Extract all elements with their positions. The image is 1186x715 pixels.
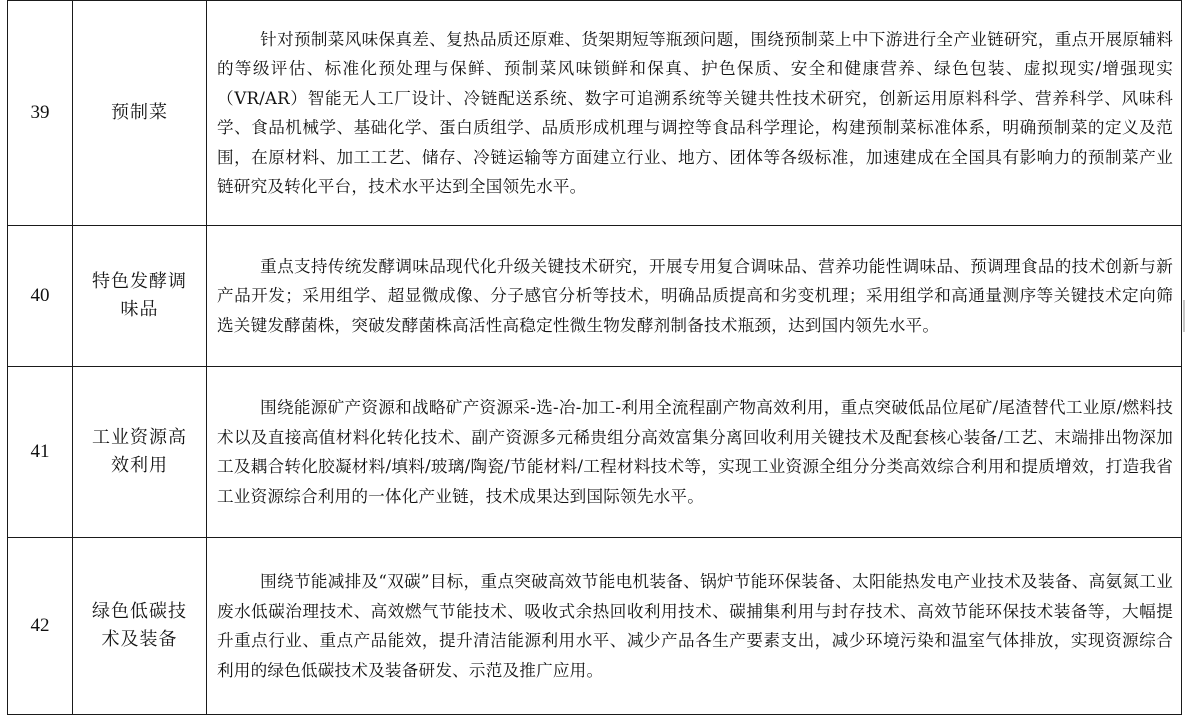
row-name: 特色发酵调味品 bbox=[92, 271, 187, 320]
row-number: 41 bbox=[8, 367, 73, 538]
document-table bbox=[7, 0, 1182, 715]
row-number: 39 bbox=[8, 1, 73, 226]
row-description: 重点支持传统发酵调味品现代化升级关键技术研究，开展专用复合调味品、营养功能性调味品、预调理食品的技术创新与新产品开发；采用组学、超显微成像、分子感官分析等技术，明确品质提高和劣变机理；采用组学和高通量测序等关键技术定向筛选关键发酵菌株，突破发酵菌株高活性高稳定性微生物发酵剂制备技术瓶颈，达到国内领先水平。 bbox=[207, 226, 1182, 367]
row-description: 围绕节能减排及“双碳”目标，重点突破高效节能电机装备、锅炉节能环保装备、太阳能热发电产业技术及装备、高氨氮工业废水低碳治理技术、高效燃气节能技术、吸收式余热回收利用技术、碳捕集利用与封存技术、高效节能环保技术装备等，大幅提升重点行业、重点产品能效，提升清洁能源利用水平、减少产品各生产要素支出，减少环境污染和温室气体排放，实现资源综合利用的绿色低碳技术及装备研发、示范及推广应用。 bbox=[207, 538, 1182, 715]
row-description: 围绕能源矿产资源和战略矿产资源采-选-冶-加工-利用全流程副产物高效利用，重点突破低品位尾矿/尾渣替代工业原/燃料技术以及直接高值材料化转化技术、副产资源多元稀贵组分高效富集分离回收利用关键技术及配套核心装备/工艺、末端排出物深加工及耦合转化胶凝材料/填料/玻璃/陶瓷/节能材料/工程材料技术等，实现工业资源全组分分类高效综合利用和提质增效，打造我省工业资源综合利用的一体化产业链，技术成果达到国际领先水平。 bbox=[207, 367, 1182, 538]
row-name-cell bbox=[73, 538, 207, 715]
row-number: 42 bbox=[8, 538, 73, 715]
row-description: 针对预制菜风味保真差、复热品质还原难、货架期短等瓶颈问题，围绕预制菜上中下游进行全产业链研究，重点开展原辅料的等级评估、标准化预处理与保鲜、预制菜风味锁鲜和保真、护色保质、安全和健康营养、绿色包装、虚拟现实/增强现实（VR/AR）智能无人工厂设计、冷链配送系统、数字可追溯系统等关键共性技术研究，创新运用原料科学、营养科学、风味科学、食品机械学、基础化学、蛋白质组学、品质形成机理与调控等食品科学理论，构建预制菜标准体系，明确预制菜的定义及范围，在原材料、加工工艺、储存、冷链运输等方面建立行业、地方、团体等各级标准，加速建成在全国具有影响力的预制菜产业链研究及转化平台，技术水平达到全国领先水平。 bbox=[207, 1, 1182, 226]
table-row bbox=[8, 367, 1182, 538]
row-number: 40 bbox=[8, 226, 73, 367]
table-row bbox=[8, 226, 1182, 367]
page-edge-mark bbox=[1183, 300, 1185, 332]
row-name: 绿色低碳技术及装备 bbox=[92, 601, 187, 650]
row-name: 预制菜 bbox=[111, 102, 168, 123]
row-name: 工业资源高效利用 bbox=[92, 427, 187, 476]
row-name-cell bbox=[73, 226, 207, 367]
row-name-cell bbox=[73, 1, 207, 226]
table-row bbox=[8, 538, 1182, 715]
row-name-cell bbox=[73, 367, 207, 538]
table-row bbox=[8, 1, 1182, 226]
